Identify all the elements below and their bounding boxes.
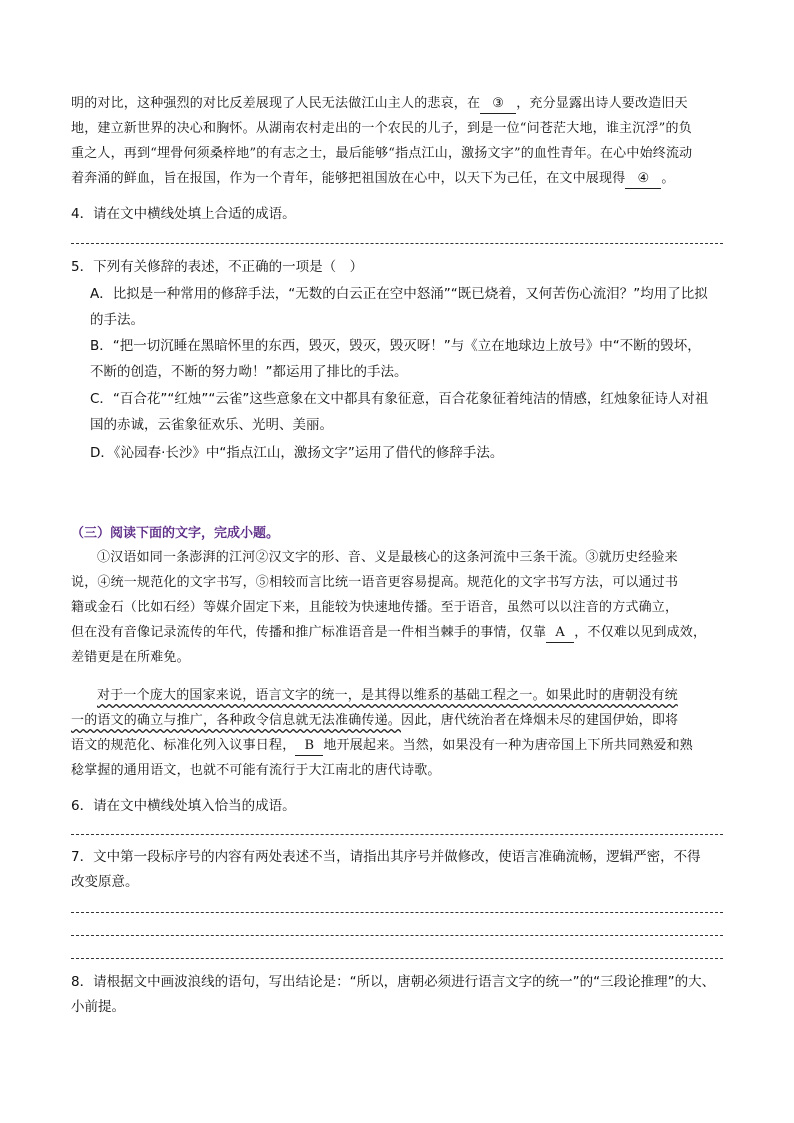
blank-4[interactable]: ④ (625, 170, 661, 189)
section-3-paragraph-1 (71, 545, 723, 670)
question-5-option-d[interactable]: D．《沁园春·长沙》中“指点江山，激扬文字”运用了借代的修辞手法。 (90, 445, 504, 461)
section-3-title: （三）阅读下面的文字，完成小题。 (71, 526, 280, 541)
answer-line-q6[interactable] (71, 834, 723, 835)
s3-p1-line-1: ①汉语如同一条澎湃的江河②汉文字的形、音、义是最核心的这条河流中三条干流。③就历史经验来 (97, 550, 678, 565)
question-7: 7．文中第一段标序号的内容有两处表述不当，请指出其序号并做修改，使语言准确流畅，逻辑严密，不得 改变原意。 (71, 849, 701, 890)
question-5-option-c[interactable]: C．“百合花”“红烛”“云雀”这些意象在文中都具有象征意，百合花象征着纯洁的情感，红烛象征诗人对祖 国的赤诚，云雀象征欢乐、光明、美丽。 (90, 391, 709, 433)
question-5-option-a[interactable]: A．比拟是一种常用的修辞手法，“无数的白云正在空中怒涌”“既已烧着，又何苦伤心流泪？”均用了比拟 的手法。 (90, 286, 708, 328)
answer-line-q7-3[interactable] (71, 958, 723, 959)
question-8: 8．请根据文中画波浪线的语句，写出结论是：“所以，唐朝必须进行语言文字的统一”的“三段论推理”的大、 小前提。 (71, 974, 716, 1015)
blank-3[interactable]: ③ (480, 95, 516, 114)
s3-p1-line-5: 差错更是在所难免。 (71, 650, 190, 665)
s3-p1-line-4: 但在没有音像记录流传的年代，传播和推广标准语音是一件相当棘手的事情，仅靠 A ，不仅难以见到成效， (71, 620, 723, 645)
s3-p2-line-2: 一的语文的确立与推广，各种政令信息就无法准确传递。因此，唐代统治者在烽烟未尽的建国伊始，即将 (71, 713, 679, 728)
section-3-paragraph-2 (71, 683, 723, 783)
wavy-underlined-sentence-1: 对于一个庞大的国家来说，语言文字的统一，是其得以维系的基础工程之一。如果此时的唐朝没有统 (97, 688, 678, 703)
passage-line-3: 重之人，再到“埋骨何须桑梓地”的有志之士，最后能够“指点江山，激扬文字”的血性青年。在心中始终流动 (71, 146, 693, 161)
s3-p2-line-3: 语文的规范化、标准化列入议事日程， B 地开展起来。当然，如果没有一种为唐帝国上下所共同熟爱和熟 (71, 733, 723, 758)
passage-line-1: 明的对比，这种强烈的对比反差展现了人民无法做江山主人的悲哀，在 ③ ，充分显露出诗人要改造旧天 (71, 91, 723, 116)
s3-p1-line-2: 说，④统一规范化的文字书写，⑤相较而言比统一语音更容易提高。规范化的文字书写方法，可以通过书 (71, 575, 679, 590)
answer-line-q7-2[interactable] (71, 935, 723, 936)
passage-top (71, 91, 723, 191)
passage-line-4: 着奔涌的鲜血，旨在报国，作为一个青年，能够把祖国放在心中，以天下为己任，在文中展现得 ④ 。 (71, 166, 723, 191)
blank-a[interactable]: A (546, 624, 574, 643)
question-4: 4．请在文中横线处填上合适的成语。 (71, 206, 296, 222)
blank-b[interactable]: B (295, 737, 323, 756)
question-5-stem: 5．下列有关修辞的表述，不正确的一项是（ ） (71, 259, 364, 275)
answer-line-q4[interactable] (71, 243, 723, 244)
answer-line-q7-1[interactable] (71, 912, 723, 913)
s3-p1-line-3: 籍或金石（比如石经）等媒介固定下来，且能较为快速地传播。至于语音，虽然可以以注音的方式确立， (71, 600, 679, 615)
s3-p2-line-4: 稔掌握的通用语文，也就不可能有流行于大江南北的唐代诗歌。 (71, 763, 441, 778)
passage-line-2: 地，建立新世界的决心和胸怀。从湖南农村走出的一个农民的儿子，到是一位“问苍茫大地，谁主沉浮”的负 (71, 121, 692, 136)
s3-p2-line-1 (71, 683, 723, 708)
question-6: 6．请在文中横线处填入恰当的成语。 (71, 798, 296, 814)
question-5-option-b[interactable]: B．“把一切沉睡在黑暗怀里的东西，毁灭，毁灭，毁灭呀！”与《立在地球边上放号》中“不断的毁坏， 不断的创造，不断的努力呦！”都运用了排比的手法。 (90, 338, 701, 380)
wavy-underlined-sentence-2: 一的语文的确立与推广，各种政令信息就无法准确传递。 (71, 713, 402, 728)
